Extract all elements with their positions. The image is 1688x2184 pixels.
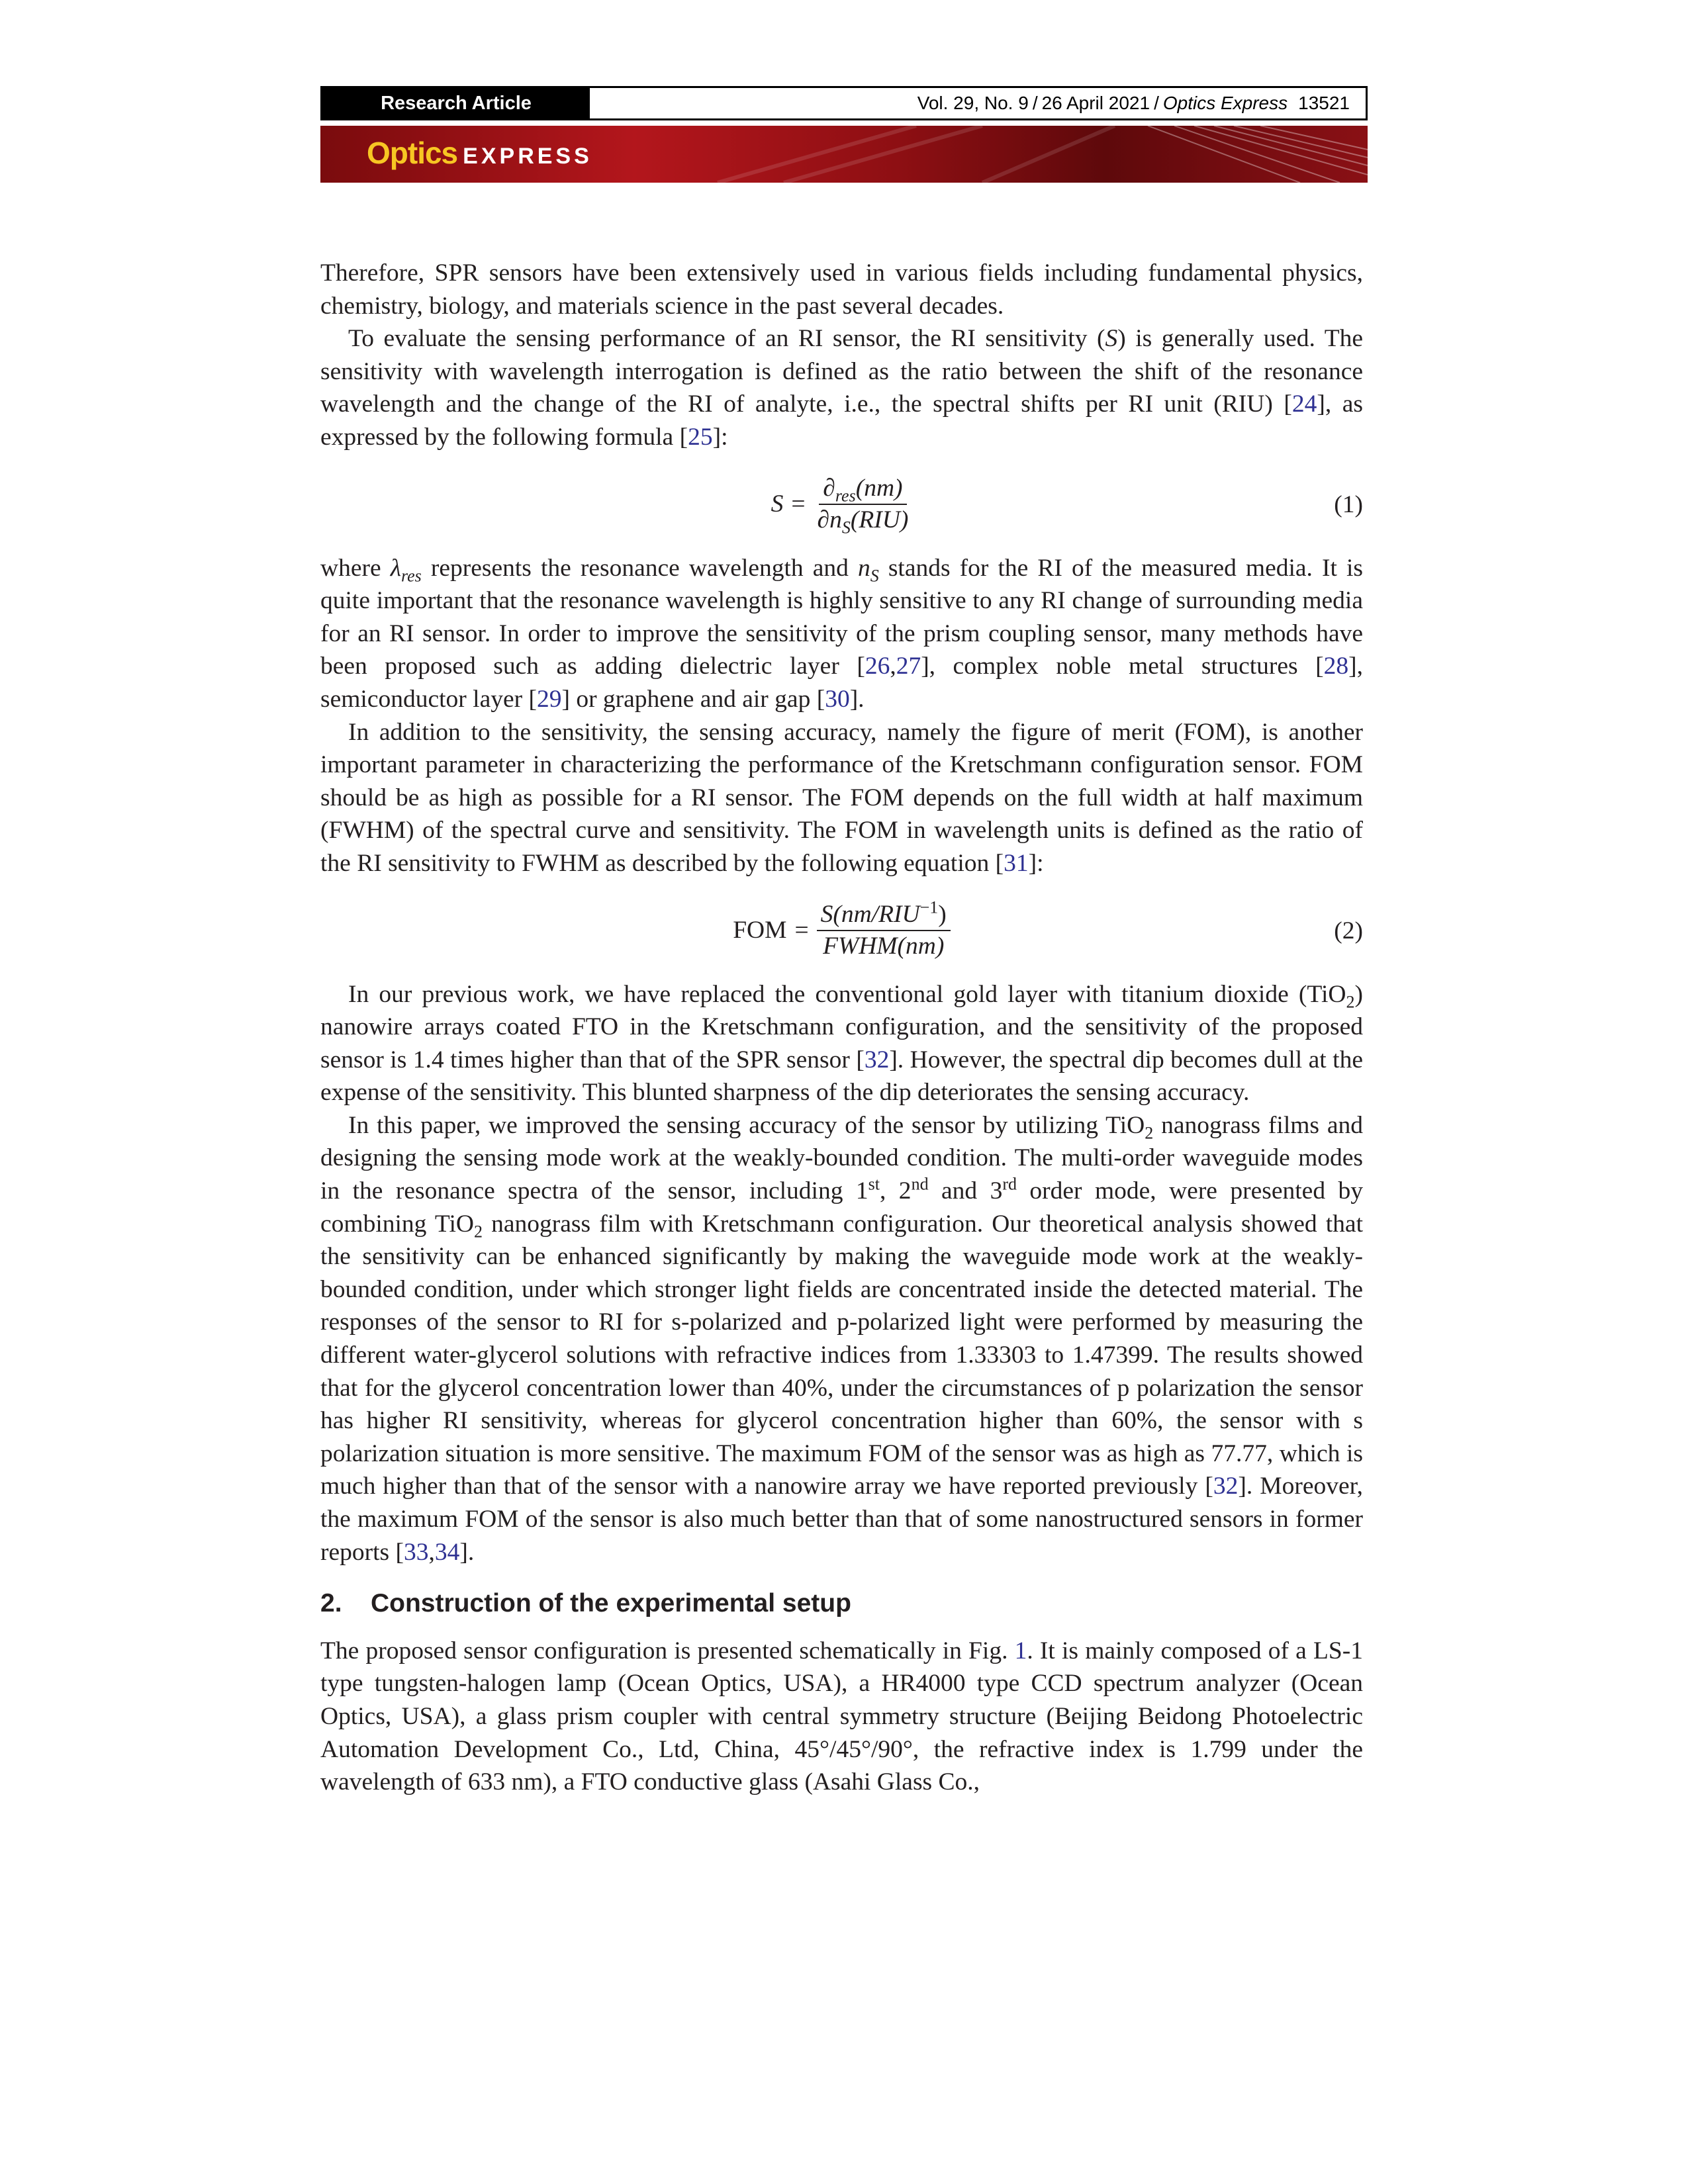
equation-number: (1) — [1334, 490, 1363, 518]
issue-info: Vol. 29, No. 9 / 26 April 2021 / Optics Express 13521 — [917, 93, 1350, 113]
paragraph: In our previous work, we have replaced the conventional gold layer with titanium dioxide (TiO$_2$) nanowire arrays coated FTO in the Kretschmann configuration, and the sensitivity of the proposed sensor is 1.4 times higher than that of the SPR sensor [32]. However, the spectral dip becomes dull at the expense of the sensitivity. This blunted sharpness of the dip deteriorates the sensing accuracy. — [320, 980, 1363, 1107]
journal-logo — [367, 135, 592, 171]
article-type-label: Research Article — [322, 88, 590, 118]
page-number: 13521 — [1298, 93, 1350, 113]
paragraph: In this paper, we improved the sensing accuracy of the sensor by utilizing TiO$_2$ nanograss films and designing the sensing mode work at the weakly-bounded condition. The multi-order waveguide modes in the resonance spectra of the sensor, including 1st, 2nd and 3rd order mode, were presented by combining TiO$_2$ nanograss film with Kretschmann configuration. Our theoretical analysis showed that the sensitivity can be enhanced significantly by making the waveguide mode work at the weakly-bounded condition, under which stronger light fields are concentrated inside the detected material. The responses of the sensor to RI for s-polarized and p-polarized light were performed by measuring the different water-glycerol solutions with refractive indices from 1.33303 to 1.47399. The results showed that for the glycerol concentration lower than 40%, under the circumstances of p polarization the sensor has higher RI sensitivity, whereas for glycerol concentration higher than 60%, the sensor with s polarization situation is more sensitive. The maximum FOM of the sensor was as high as 77.77, which is much higher than that of the sensor with a nanowire array we have reported previously [32]. Moreover, the maximum FOM of the sensor is also much better than that of some nanostructured sensors in former reports [33,34]. — [320, 1111, 1363, 1566]
citation-link[interactable]: 26 — [865, 653, 890, 680]
citation-link[interactable]: 31 — [1004, 849, 1029, 877]
journal-banner — [320, 126, 1368, 183]
volume-info: Vol. 29, No. 9 — [917, 93, 1029, 113]
paragraph: The proposed sensor configuration is presented schematically in Fig. 1. It is mainly composed of a LS-1 type tungsten-halogen lamp (Ocean Optics, USA), a HR4000 type CCD spectrum analyzer (Ocean Optics, USA), a glass prism coupler with central symmetry structure (Beijing Beidong Photoelectric Automation Development Co., Ltd, China, 45°/45°/90°, the refractive index is 1.799 under the wavelength of 633 nm), a FTO conductive glass (Asahi Glass Co., — [320, 1637, 1363, 1796]
equation-1: S = $\frac{\partial_{res}(nm)}{\partial n_S(RIU)}$ (1) — [771, 474, 1363, 537]
article-body — [320, 257, 1363, 1799]
logo-optics: Optics — [367, 136, 458, 170]
citation-link[interactable]: 29 — [536, 685, 562, 713]
citation-link[interactable]: 24 — [1291, 390, 1317, 418]
equation-number: (2) — [1334, 917, 1363, 944]
paragraph: To evaluate the sensing performance of an RI sensor, the RI sensitivity (S) is generally used. The sensitivity with wavelength interrogation is defined as the ratio between the shift of the resonance wavelength and the change of the RI of analyte, i.e., the spectral shifts per RI unit (RIU) [24], as expressed by the following formula [25]: — [320, 325, 1364, 451]
citation-link[interactable]: 27 — [896, 653, 921, 680]
journal-name: Optics Express — [1162, 93, 1288, 113]
citation-link[interactable]: 33 — [404, 1538, 429, 1566]
citation-link[interactable]: 32 — [864, 1046, 890, 1073]
journal-header-bar — [320, 86, 1368, 120]
section-number: 2. — [320, 1589, 342, 1618]
citation-link[interactable]: 25 — [688, 423, 713, 451]
citation-link[interactable]: 28 — [1323, 653, 1349, 680]
section-title: Construction of the experimental setup — [371, 1589, 851, 1618]
issue-date: 26 April 2021 — [1041, 93, 1150, 113]
figure-link[interactable]: 1 — [1014, 1637, 1027, 1664]
citation-link[interactable]: 34 — [434, 1538, 460, 1566]
paragraph: Therefore, SPR sensors have been extensively used in various fields including fundamental physics, chemistry, biology, and materials science in the past several decades. — [320, 259, 1363, 320]
paragraph: where $\lambda_{res}$ represents the resonance wavelength and $n_S$ stands for the RI of the measured media. It is quite important that the resonance wavelength is highly sensitive to any RI change of surrounding media for an RI sensor. In order to improve the sensitivity of the prism coupling sensor, many methods have been proposed such as adding dielectric layer [26,27], complex noble metal structures [28], semiconductor layer [29] or graphene and air gap [30]. — [320, 554, 1364, 713]
citation-link[interactable]: 30 — [825, 685, 850, 713]
paragraph: In addition to the sensitivity, the sensing accuracy, namely the figure of merit (FOM), is another important parameter in characterizing the performance of the Kretschmann configuration sensor. FOM should be as high as possible for a RI sensor. The FOM depends on the full width at half maximum (FWHM) of the spectral curve and sensitivity. The FOM in wavelength units is defined as the ratio of the RI sensitivity to FWHM as described by the following equation [31]: — [320, 718, 1363, 877]
section-heading — [320, 1587, 1363, 1620]
citation-link[interactable]: 32 — [1213, 1473, 1239, 1500]
equation-1-fraction: $\frac{\partial_{res}(nm)}{\partial n_S(RIU)}$ — [817, 474, 909, 537]
equation-2: FOM = $\frac{S(nm/RIU^{-1})}{\text{FWHM(nm)}}$ (2) — [320, 889, 1363, 972]
equation-2-fraction: $\frac{S(nm/RIU^{-1})}{\text{FWHM(nm)}}$ — [817, 899, 951, 962]
logo-express: EXPRESS — [463, 144, 592, 169]
